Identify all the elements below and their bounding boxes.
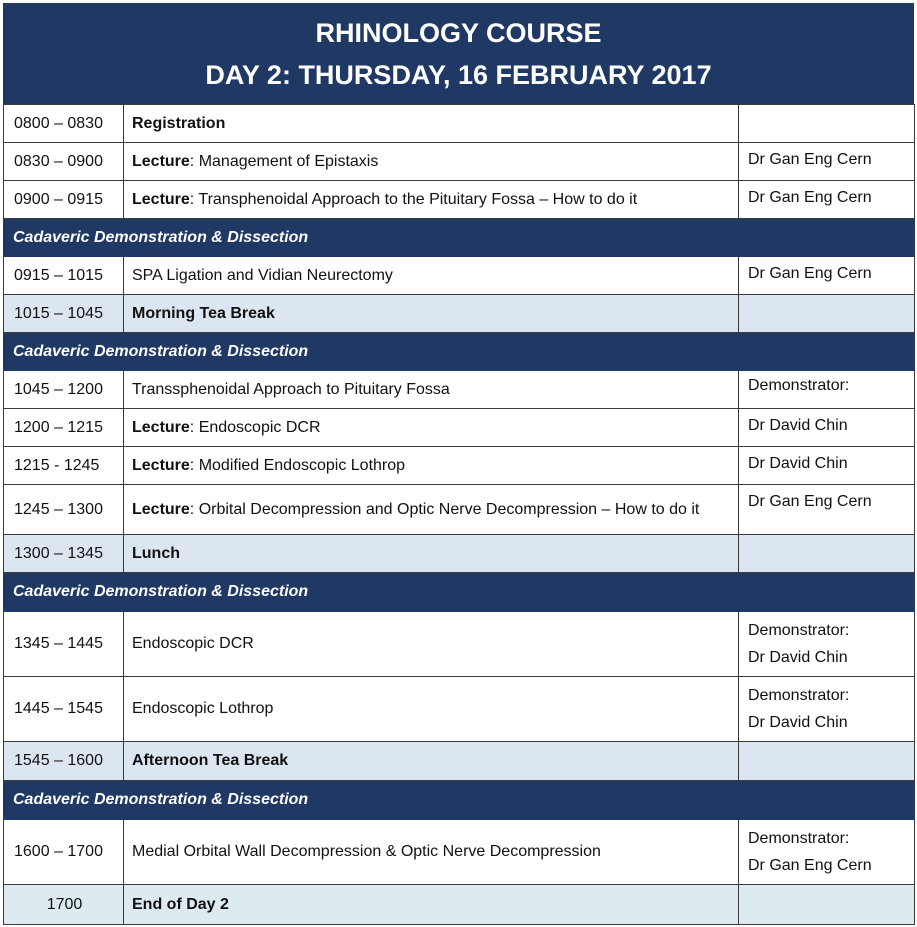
section-row: [4, 333, 915, 371]
presenter-line: Dr Gan Eng Cern: [748, 151, 872, 168]
time-cell: 0800 – 0830: [4, 105, 124, 143]
presenter-cell: [739, 181, 915, 219]
presenter-cell: [739, 885, 915, 925]
activity-text: Endoscopic Lothrop: [132, 700, 274, 717]
time-cell: 1700: [4, 885, 124, 925]
time-cell: 1600 – 1700: [4, 820, 124, 885]
activity-prefix: Lecture: [132, 456, 190, 474]
activity-cell: [124, 295, 739, 333]
activity-prefix: Lecture: [132, 500, 190, 518]
break-row: [4, 742, 915, 781]
activity-text: : Transphenoidal Approach to the Pituitary Fossa – How to do it: [189, 190, 638, 208]
presenter-line: Demonstrator:: [748, 377, 850, 394]
activity-text: Endoscopic DCR: [132, 635, 254, 652]
presenter-cell: [739, 535, 915, 573]
time-cell: 1545 – 1600: [4, 742, 124, 781]
schedule-row: [4, 371, 915, 409]
section-label: Cadaveric Demonstration & Dissection: [4, 219, 739, 257]
presenter-cell: [739, 485, 915, 535]
presenter-cell: [739, 143, 915, 181]
schedule-row: [4, 447, 915, 485]
section-row: [4, 781, 915, 820]
schedule-row: [4, 409, 915, 447]
schedule-header: [3, 3, 914, 104]
section-row: [4, 573, 915, 612]
section-label: Cadaveric Demonstration & Dissection: [4, 333, 739, 371]
presenter-line: Dr Gan Eng Cern: [748, 493, 872, 510]
schedule-row: [4, 105, 915, 143]
schedule: [3, 3, 914, 925]
activity-cell: [124, 820, 739, 885]
end-row: [4, 885, 915, 925]
activity-cell: [124, 535, 739, 573]
break-row: [4, 535, 915, 573]
activity-cell: [124, 257, 739, 295]
activity-cell: [124, 612, 739, 677]
day-title: DAY 2: THURSDAY, 16 FEBRUARY 2017: [205, 59, 712, 90]
activity-cell: [124, 677, 739, 742]
section-row: [4, 219, 915, 257]
activity-cell: [124, 447, 739, 485]
activity-prefix: Registration: [132, 114, 226, 132]
presenter-line: Demonstrator:: [748, 622, 850, 639]
activity-prefix: Lecture: [132, 418, 190, 436]
presenter-line: Dr Gan Eng Cern: [748, 189, 872, 206]
section-empty-cell: [739, 333, 915, 371]
activity-prefix: Lecture: [132, 152, 190, 170]
section-empty-cell: [739, 781, 915, 820]
activity-cell: [124, 371, 739, 409]
activity-cell: [124, 742, 739, 781]
section-empty-cell: [739, 219, 915, 257]
presenter-line: Dr David Chin: [748, 649, 848, 666]
time-cell: 1015 – 1045: [4, 295, 124, 333]
schedule-row: [4, 143, 915, 181]
presenter-cell: [739, 612, 915, 677]
presenter-cell: [739, 371, 915, 409]
time-cell: 1200 – 1215: [4, 409, 124, 447]
presenter-line: Dr David Chin: [748, 455, 848, 472]
schedule-row: [4, 612, 915, 677]
activity-cell: [124, 885, 739, 925]
presenter-cell: [739, 295, 915, 333]
time-cell: 1445 – 1545: [4, 677, 124, 742]
schedule-table: [3, 104, 915, 925]
course-title: RHINOLOGY COURSE: [315, 17, 602, 48]
activity-text: : Management of Epistaxis: [189, 152, 379, 170]
presenter-line: Dr Gan Eng Cern: [748, 857, 872, 874]
section-label: Cadaveric Demonstration & Dissection: [4, 573, 739, 612]
activity-prefix: Morning Tea Break: [132, 304, 275, 322]
presenter-line: Dr Gan Eng Cern: [748, 265, 872, 282]
time-cell: 1245 – 1300: [4, 485, 124, 535]
break-row: [4, 295, 915, 333]
time-cell: 0900 – 0915: [4, 181, 124, 219]
activity-text: : Modified Endoscopic Lothrop: [189, 456, 406, 474]
time-cell: 0915 – 1015: [4, 257, 124, 295]
time-cell: 1300 – 1345: [4, 535, 124, 573]
activity-cell: [124, 181, 739, 219]
presenter-cell: [739, 257, 915, 295]
presenter-line: Demonstrator:: [748, 687, 850, 704]
presenter-cell: [739, 447, 915, 485]
activity-text: : Endoscopic DCR: [189, 418, 321, 436]
presenter-line: Dr David Chin: [748, 417, 848, 434]
schedule-row: [4, 485, 915, 535]
schedule-row: [4, 257, 915, 295]
time-cell: 1345 – 1445: [4, 612, 124, 677]
presenter-cell: [739, 105, 915, 143]
time-cell: 1045 – 1200: [4, 371, 124, 409]
time-cell: 0830 – 0900: [4, 143, 124, 181]
activity-text: SPA Ligation and Vidian Neurectomy: [132, 266, 393, 284]
activity-text: : Orbital Decompression and Optic Nerve Decompression – How to do it: [189, 500, 700, 518]
presenter-cell: [739, 409, 915, 447]
presenter-cell: [739, 742, 915, 781]
activity-prefix: Afternoon Tea Break: [132, 752, 289, 769]
activity-cell: [124, 485, 739, 535]
schedule-row: [4, 820, 915, 885]
presenter-cell: [739, 677, 915, 742]
time-cell: 1215 - 1245: [4, 447, 124, 485]
presenter-line: Demonstrator:: [748, 830, 850, 847]
schedule-row: [4, 677, 915, 742]
presenter-line: Dr David Chin: [748, 714, 848, 731]
schedule-row: [4, 181, 915, 219]
activity-cell: [124, 409, 739, 447]
section-empty-cell: [739, 573, 915, 612]
activity-cell: [124, 105, 739, 143]
activity-prefix: End of Day 2: [132, 895, 229, 913]
activity-text: Transsphenoidal Approach to Pituitary Fossa: [132, 380, 450, 398]
presenter-cell: [739, 820, 915, 885]
section-label: Cadaveric Demonstration & Dissection: [4, 781, 739, 820]
activity-prefix: Lecture: [132, 190, 190, 208]
activity-text: Medial Orbital Wall Decompression & Optic Nerve Decompression: [132, 843, 601, 860]
activity-cell: [124, 143, 739, 181]
activity-prefix: Lunch: [132, 544, 180, 562]
